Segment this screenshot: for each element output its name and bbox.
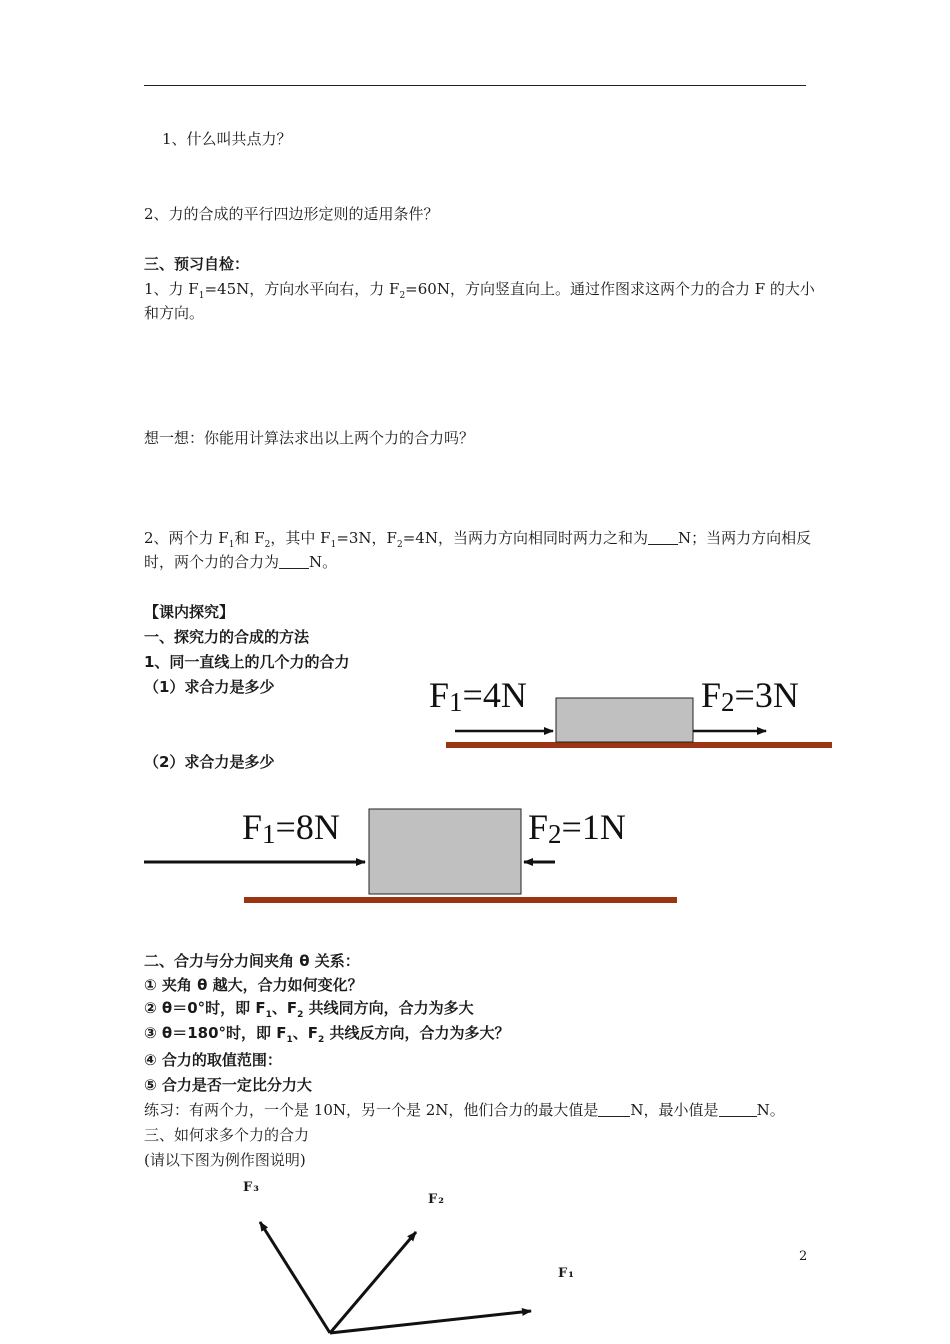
figure-1-f2-label: F2=3N (701, 675, 799, 717)
preview-problem-2-line-2: 时，两个力的合力为 N。 (144, 553, 338, 571)
figure-3-f2-label: F₂ (428, 1192, 445, 1207)
think-question: 想一想：你能用计算法求出以上两个力的合力吗？ (144, 429, 475, 447)
page-number: 2 (799, 1249, 808, 1264)
figure-2-block (369, 809, 521, 894)
multi-heading: 三、如何求多个力的合力 (144, 1126, 310, 1144)
figure-3-f2-arrow (330, 1232, 416, 1333)
section-1-1-title: 1、同一直线上的几个力的合力 (144, 653, 350, 671)
figure-3-f3-arrow (260, 1222, 330, 1333)
figure-2-f1-label: F1=8N (242, 807, 340, 849)
angle-item-2: ② θ＝0°时，即 $F_1$、$F_2$ 共线同方向，合力为多大 (144, 999, 474, 1020)
practice-line: 练习：有两个力，一个是 10N，另一个是 2N，他们合力的最大值是 N，最小值是 N。 (144, 1101, 785, 1119)
angle-item-5: ⑤ 合力是否一定比分力大 (144, 1076, 312, 1094)
inclass-heading: 【课内探究】 (144, 603, 235, 621)
section-1-1-part-1: （1）求合力是多少 (144, 678, 275, 696)
multi-note: (请以下图为例作图说明) (144, 1151, 306, 1169)
figure-3-f1-arrow (330, 1311, 531, 1333)
preview-problem-2-line-1: 2、两个力 $F_1$和 $F_2$，其中 $F_1=3N$，$F_2=4N$，当两力方向相同时两力之和为 N；当两力方向相反 (144, 529, 812, 550)
angle-item-1: ① 夹角 θ 越大，合力如何变化？ (144, 976, 363, 994)
preview-heading: 三、预习自检： (144, 255, 250, 273)
figure-3-f1-label: F₁ (558, 1266, 575, 1281)
figure-1-f1-label: F1=4N (429, 675, 527, 717)
answer-blank[interactable] (719, 1102, 757, 1117)
figure-3-f3-label: F₃ (243, 1180, 260, 1195)
question-1: 1、什么叫共点力？ (162, 130, 292, 148)
preview-problem-1-line-2: 和方向。 (144, 304, 205, 322)
answer-blank[interactable] (598, 1102, 630, 1117)
figure-2-f2-label: F2=1N (528, 807, 626, 849)
section-1-title: 一、探究力的合成的方法 (144, 628, 310, 646)
angle-item-3: ③ θ＝180°时，即 $F_1$、$F_2$ 共线反方向，合力为多大？ (144, 1024, 510, 1045)
angle-heading: 二、合力与分力间夹角 θ 关系： (144, 952, 360, 970)
section-1-1-part-2: （2）求合力是多少 (144, 753, 275, 771)
figure-1-block (556, 698, 693, 742)
preview-problem-1-line-1: 1、力 $F_1=45N$，方向水平向右，力 $F_2=60N$，方向竖直向上。通过作图求这两个力的合力 F 的大小 (144, 280, 815, 301)
angle-item-4: ④ 合力的取值范围： (144, 1051, 282, 1069)
question-2: 2、力的合成的平行四边形定则的适用条件？ (144, 205, 439, 223)
